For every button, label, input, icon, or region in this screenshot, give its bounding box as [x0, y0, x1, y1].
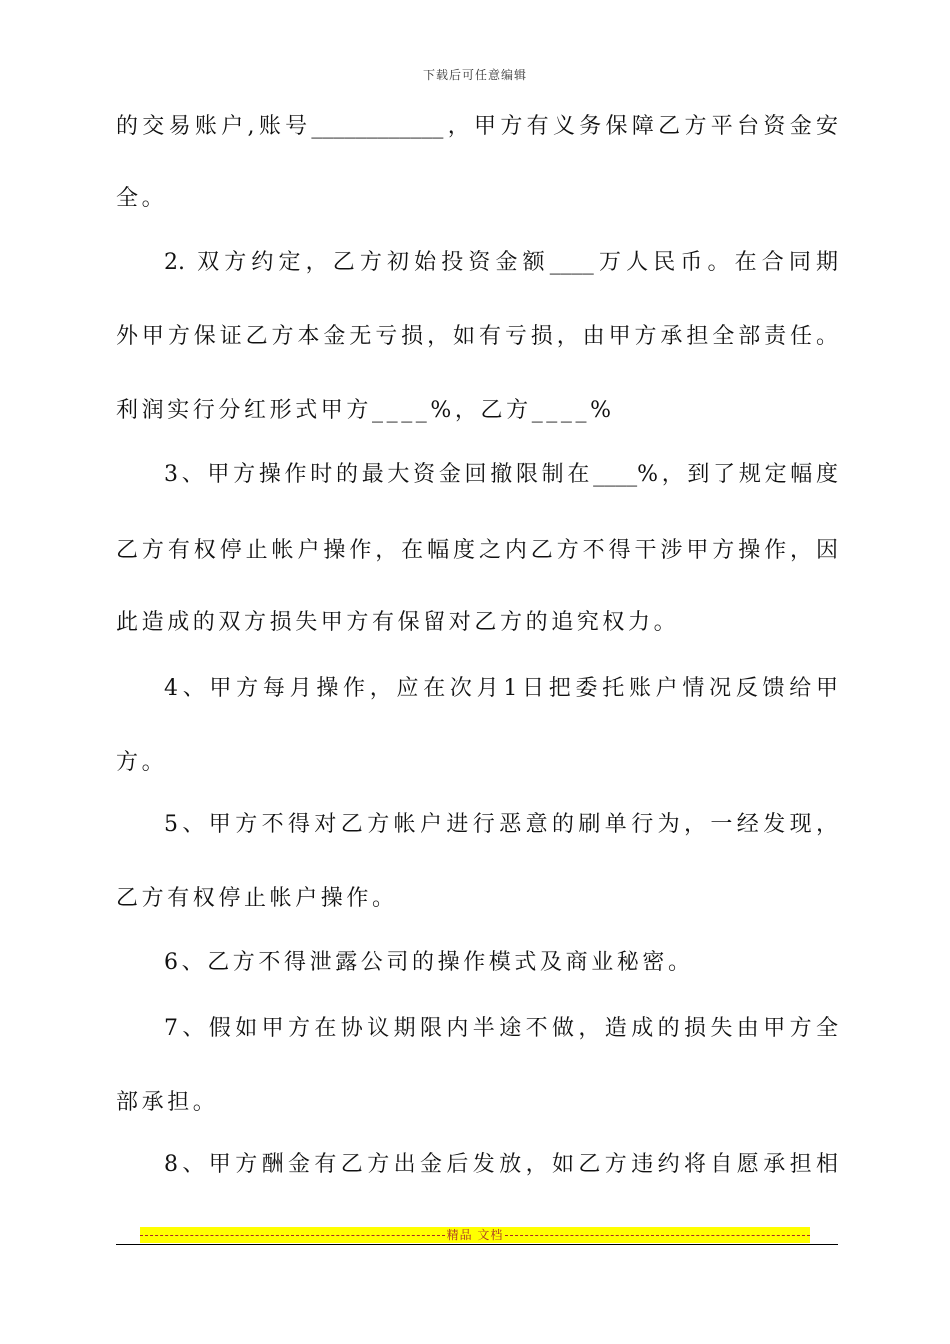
- body-line: 4、甲方每月操作，应在次月1日把委托账户情况反馈给甲: [164, 676, 838, 701]
- body-line: 5、甲方不得对乙方帐户进行恶意的刷单行为，一经发现，: [164, 812, 838, 837]
- body-line: 方。: [116, 750, 168, 775]
- body-line: 8、甲方酬金有乙方出金后发放，如乙方违约将自愿承担相: [164, 1152, 838, 1177]
- body-line: 部承担。: [116, 1090, 219, 1115]
- body-line: 3、甲方操作时的最大资金回撤限制在____%，到了规定幅度: [164, 462, 838, 487]
- body-line: 乙方有权停止帐户操作，在幅度之内乙方不得干涉甲方操作，因: [116, 538, 838, 563]
- body-line: 利润实行分红形式甲方____%，乙方____%: [116, 398, 615, 423]
- body-line: 的交易账户,账号____________，甲方有义务保障乙方平台资金安: [116, 114, 838, 139]
- footer-label: 精品 文档: [446, 1228, 504, 1242]
- page-header: 下载后可任意编辑: [422, 68, 527, 82]
- body-line: 2. 双方约定，乙方初始投资金额____万人民币。在合同期: [164, 250, 838, 275]
- footer-dash-right: [505, 1235, 810, 1236]
- body-line: 7、假如甲方在协议期限内半途不做，造成的损失由甲方全: [164, 1016, 838, 1041]
- body-line: 乙方有权停止帐户操作。: [116, 886, 398, 911]
- body-line: 6、乙方不得泄露公司的操作模式及商业秘密。: [164, 950, 694, 975]
- footer-dash-left: [140, 1235, 445, 1236]
- footer-rule: [116, 1244, 838, 1245]
- body-line: 外甲方保证乙方本金无亏损，如有亏损，由甲方承担全部责任。: [116, 324, 838, 349]
- body-line: 此造成的双方损失甲方有保留对乙方的追究权力。: [116, 610, 680, 635]
- footer-watermark-band: [140, 1227, 810, 1243]
- body-line: 全。: [116, 186, 168, 211]
